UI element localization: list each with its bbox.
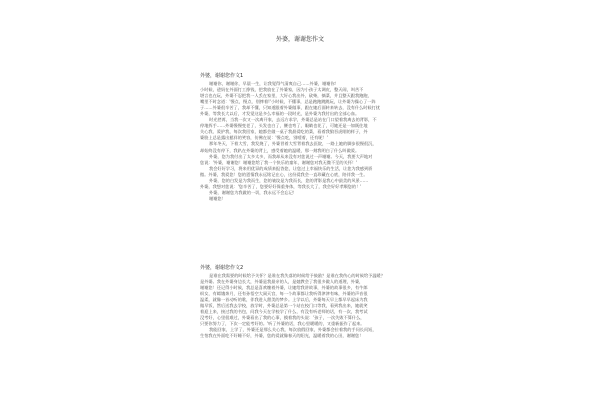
body-line: 我会好好学习，将来用优异的成绩来报答您，让您过上幸福快乐的生活，让您为我感到骄 <box>209 165 373 171</box>
body-line: 外婆，您的白发是为我而生，您的皱纹是为我而长，您的背影是我心中最美的风景…… <box>209 177 369 183</box>
body-line: 温柔，就像一首动听的歌，伴我进入甜美的梦乡。上学以后，外婆每天早上都早早起床为我 <box>200 297 368 303</box>
body-line: 是谁在我需要的时候给予关怀？是谁在我失落的时候给予鼓励？是谁在我伤心的时候给予温暖？ <box>209 273 385 278</box>
body-line: 小时候，爸妈在外面打工挣钱，把我放在了外婆家，因为小孩子太调皮，整天闹，叫苦不 <box>200 87 364 93</box>
body-line: 您说：'外婆，谢谢您！谢谢您给了我一个快乐的童年，谢谢您对我无微不至的关怀！' <box>200 159 358 165</box>
body-line: 织女，有嫦娥奔月，还有孙悟空大闹天宫，每一个故事都让我听得津津有味，外婆的声音很 <box>200 291 368 297</box>
section-heading: 外婆，谢谢您作文1 <box>200 73 244 79</box>
body-line: 外婆，您为我付出了太多太多，而我却从来没有对您说过一声谢谢。今天，我要大声地对 <box>209 153 373 159</box>
body-line: 关心我、爱护我，每次我回家，她都会做一桌子我最爱吃的菜，看着我狼吞虎咽的样子，外 <box>200 129 368 135</box>
body-line: 谢谢你，谢谢你，早晨一生，让我觉得气清爽自己……外婆，谢谢你！ <box>209 81 339 86</box>
body-line: 外婆，谢谢您为我做的一切，我永远不会忘记！ <box>209 189 297 195</box>
section-body <box>200 81 402 202</box>
body-line: 生怕我在外面吃不好睡不好，外婆，您的爱就像春天的阳光，温暖着我的心田，谢谢您！ <box>200 333 364 339</box>
body-line: 婆脸上总是露出慈祥的笑容，仿佛在说：'慢点吃，别噎着，还有呢！' <box>200 135 328 141</box>
body-line: 只要你努力了，下次一定能考好的。'听了外婆的话，我心里暖暖的，又重新振作了起来。 <box>200 321 365 327</box>
body-line: 外婆，我想对您说：'您辛苦了，您要好好保重身体，等我长大了，我会好好孝顺您的！' <box>200 183 362 189</box>
body-line: 谢谢您！还记得小时候，我总是喜欢缠着外婆，让她给我讲故事，外婆的故事很多，有牛郎 <box>200 285 368 291</box>
body-line: 时光荏苒，当我一次又一次离开家，去远方求学，外婆总是站在门口望着我离去的背影，不 <box>209 117 377 123</box>
body-line: 着迎上来，接过我的书包，问我今天在学校学了什么，有没有听老师的话，有一次，我考试 <box>200 309 368 315</box>
body-line: 做早饭，然后送我去学校，放学时，外婆总是第一个站在校门口等我，看到我出来，她就笑 <box>200 303 368 309</box>
section-heading: 外婆，谢谢您作文2 <box>200 265 244 271</box>
body-line: 却始终没有停下，我趴在外婆的背上，感受着她的温暖，那一刻我明白了什么叫做爱。 <box>200 147 360 153</box>
body-line: 是外婆。我在外婆身边长大，外婆是我最亲的人，是她教会了我很多做人的道理，外婆， <box>200 279 364 285</box>
body-line: 那年冬天，下着大雪，我发烧了，外婆冒着大雪背着我去医院，一路上她的脚步很慢很沉， <box>209 141 377 147</box>
body-line: 子……外婆很辛苦了，我却不懂，只知道跟着外婆做事，跟在她后面转来转去，没有什么时候打扰 <box>200 105 381 111</box>
document-title: 外婆，谢谢您作文 <box>275 36 324 43</box>
body-line: 我能回家，上学了，外婆还是那么关心我，每次放假回家，外婆都会拉着我的手问长问短， <box>209 327 377 333</box>
body-line: 傲。外婆，我爱您！您的恩情我永远铭记在心，这份爱我会一直珍藏在心底，陪伴我一生。 <box>200 171 368 177</box>
body-line: 停地挥手……外婆慢慢变老了，头发也白了，腰也弯了，眼睛也花了，可她还是一如既往地 <box>200 123 368 129</box>
section-body <box>200 273 402 340</box>
body-line: 谢谢您！ <box>209 195 226 201</box>
body-line: 没考好，心里很难过，外婆看出了我的心事，摸着我的头说：'孩子，一次失败不算什么， <box>200 315 365 321</box>
body-line: 堪言也在玩，外婆不忍把我一人丢在家里，大好心我出外，砍柴，摘菜，并且整天跟我跑跑， <box>200 93 372 99</box>
body-line: 外婆，等我长大以后，才发觉这是多么幸福的一段时光，是外婆为我付出的全部心血。 <box>200 111 360 117</box>
body-line: 嘴里不时念道：'慢点，慢点，别摔着!'小时候，不懂事，总是跑跑跳跳玩，让外婆为操心了一阵 <box>200 99 376 105</box>
